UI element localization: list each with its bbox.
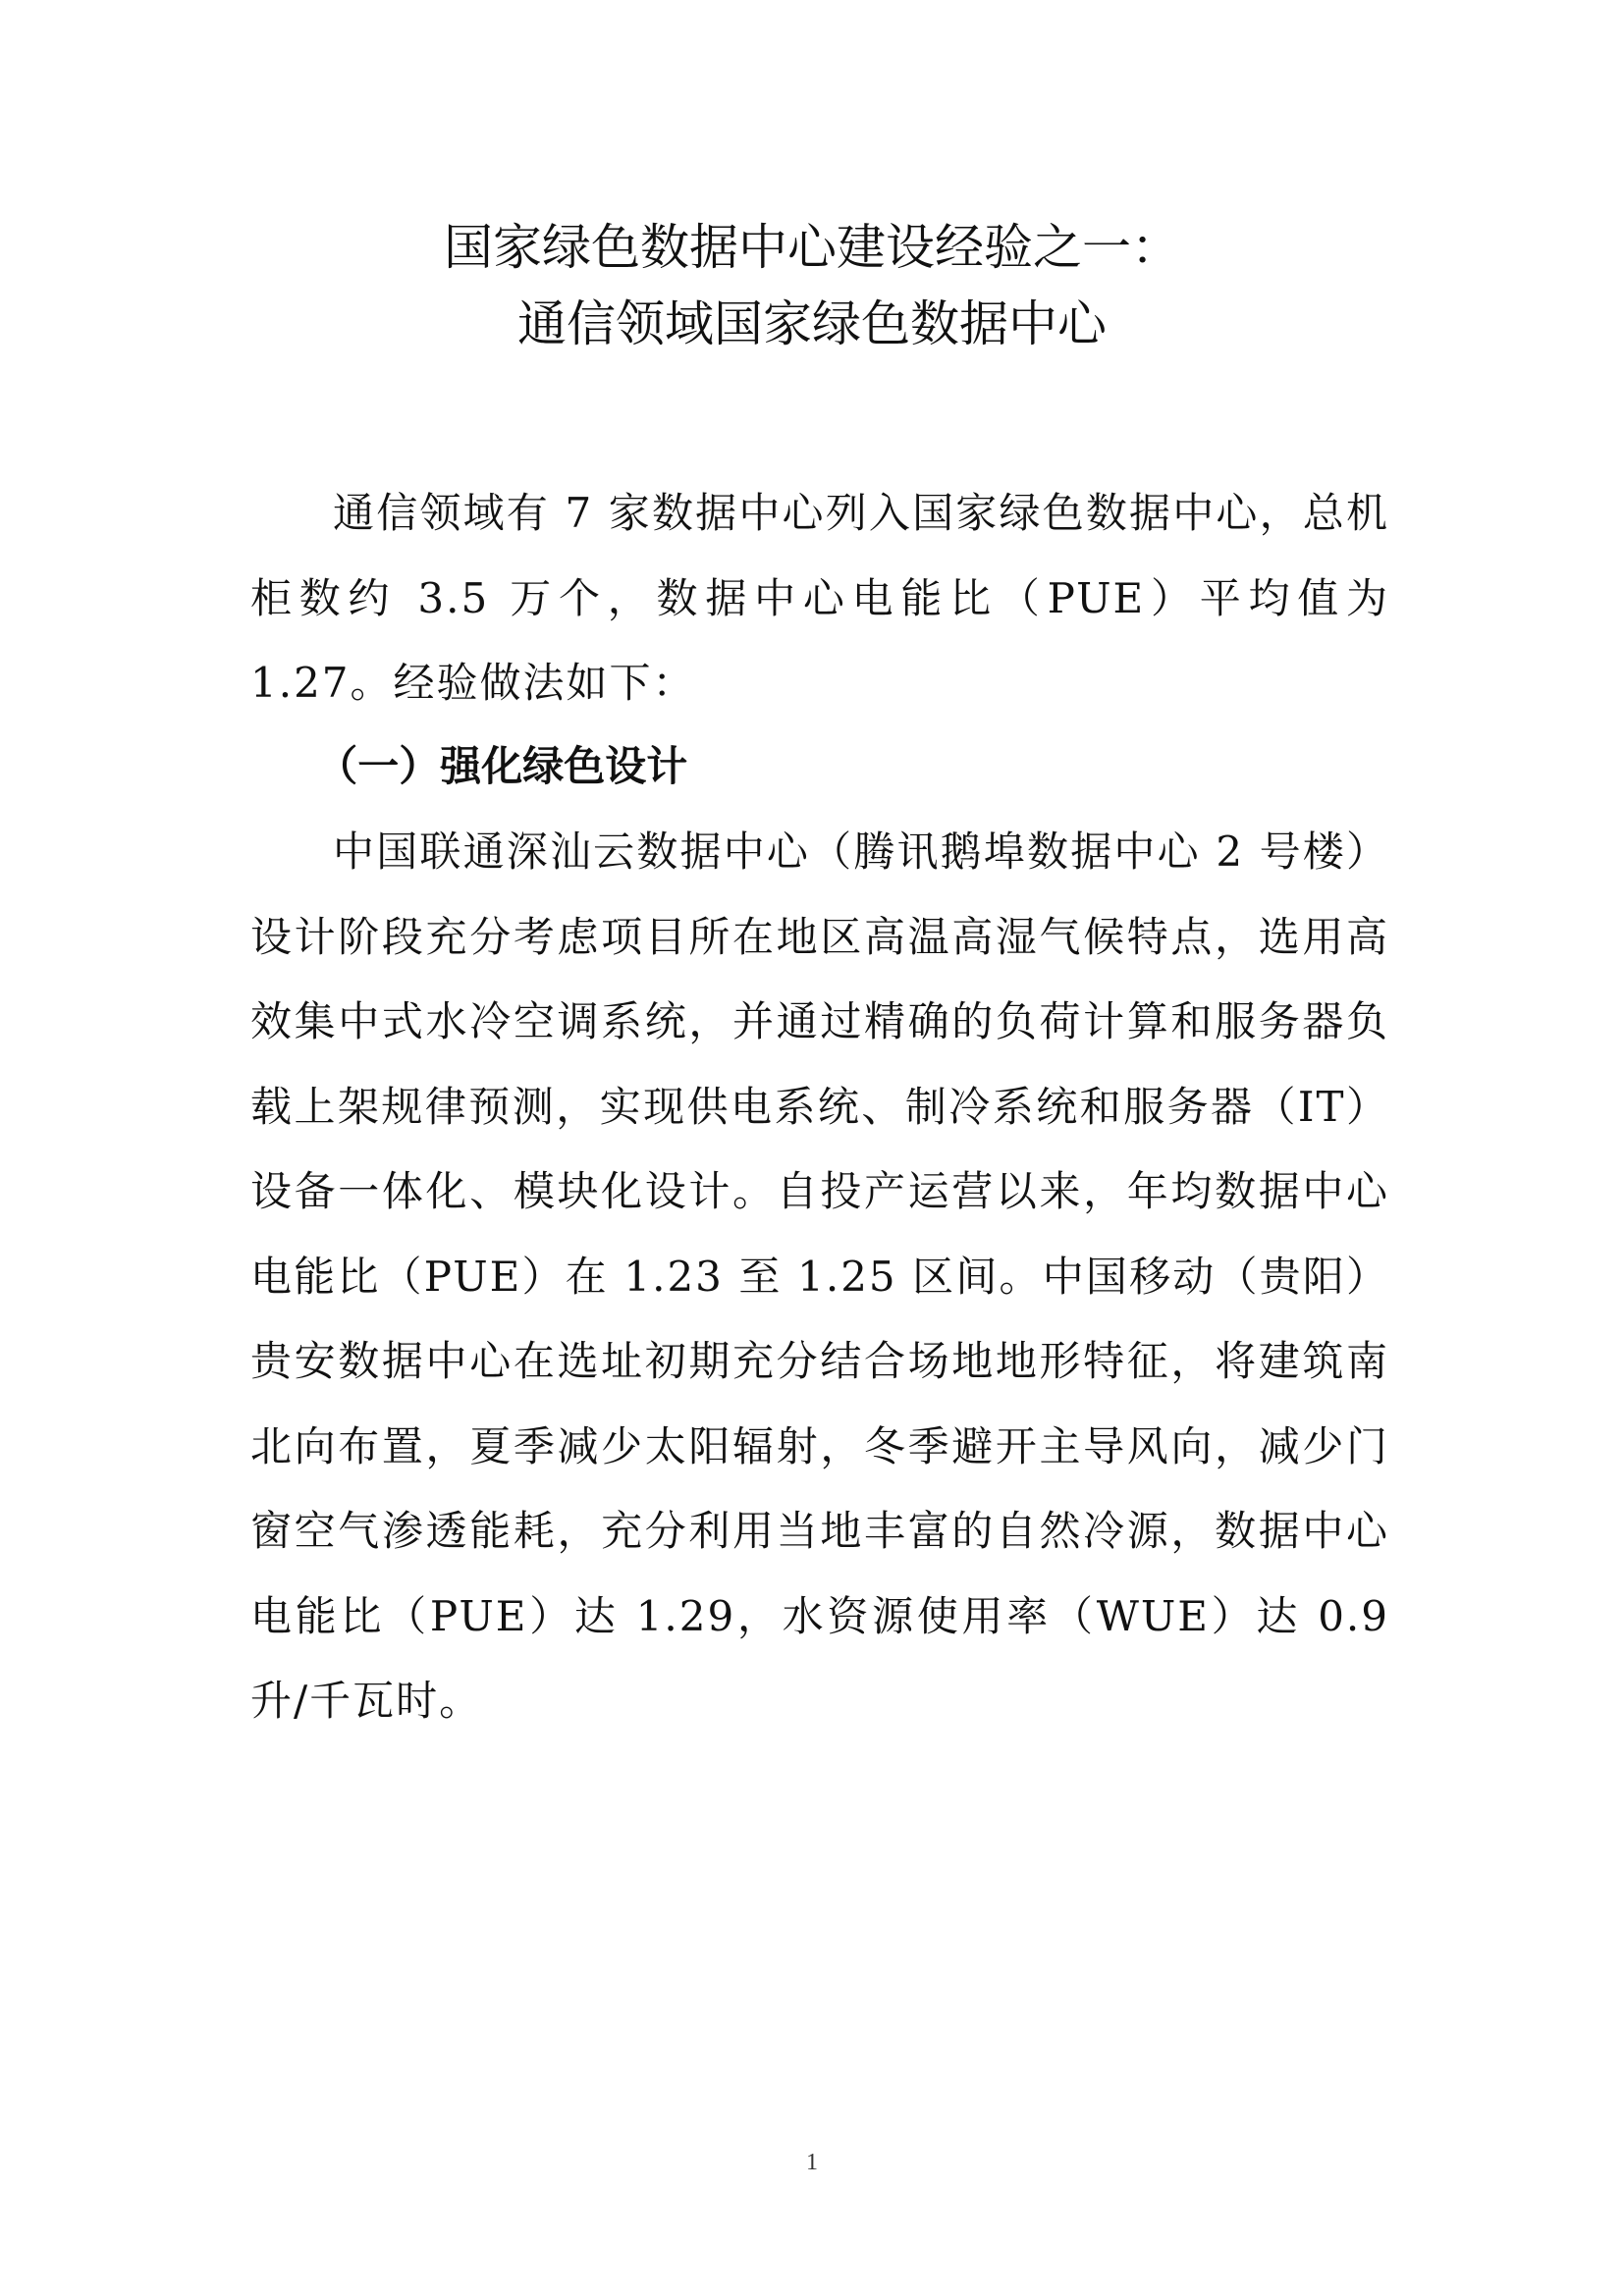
- intro-paragraph: 通信领域有 7 家数据中心列入国家绿色数据中心，总机柜数约 3.5 万个，数据中心电能比（PUE）平均值为 1.27。经验做法如下：: [250, 489, 1389, 707]
- document-title-line-1: 国家绿色数据中心建设经验之一：: [444, 219, 1180, 276]
- section-heading: （一）强化绿色设计: [316, 742, 688, 790]
- page-number: 1: [806, 2150, 818, 2175]
- section-paragraph: 中国联通深汕云数据中心（腾讯鹅埠数据中心 2 号楼）设计阶段充分考虑项目所在地区高温高湿气候特点，选用高效集中式水冷空调系统，并通过精确的负荷计算和服务器负载上架规律预测，实现供电系统、制冷系统和服务器（IT）设备一体化、模块化设计。自投产运营以来，年均数据中心电能比（PUE）在 1.23 至 1.25 区间。中国移动（贵阳）贵安数据中心在选址初期充分结合场地地形特征，将建筑南北向布置，夏季减少太阳辐射，冬季避开主导风向，减少门窗空气渗透能耗，充分利用当地丰富的自然冷源，数据中心电能比（PUE）达 1.29，水资源使用率（WUE）达 0.9 升/千瓦时。: [250, 828, 1389, 1725]
- document-title-line-2: 通信领域国家绿色数据中心: [517, 295, 1107, 352]
